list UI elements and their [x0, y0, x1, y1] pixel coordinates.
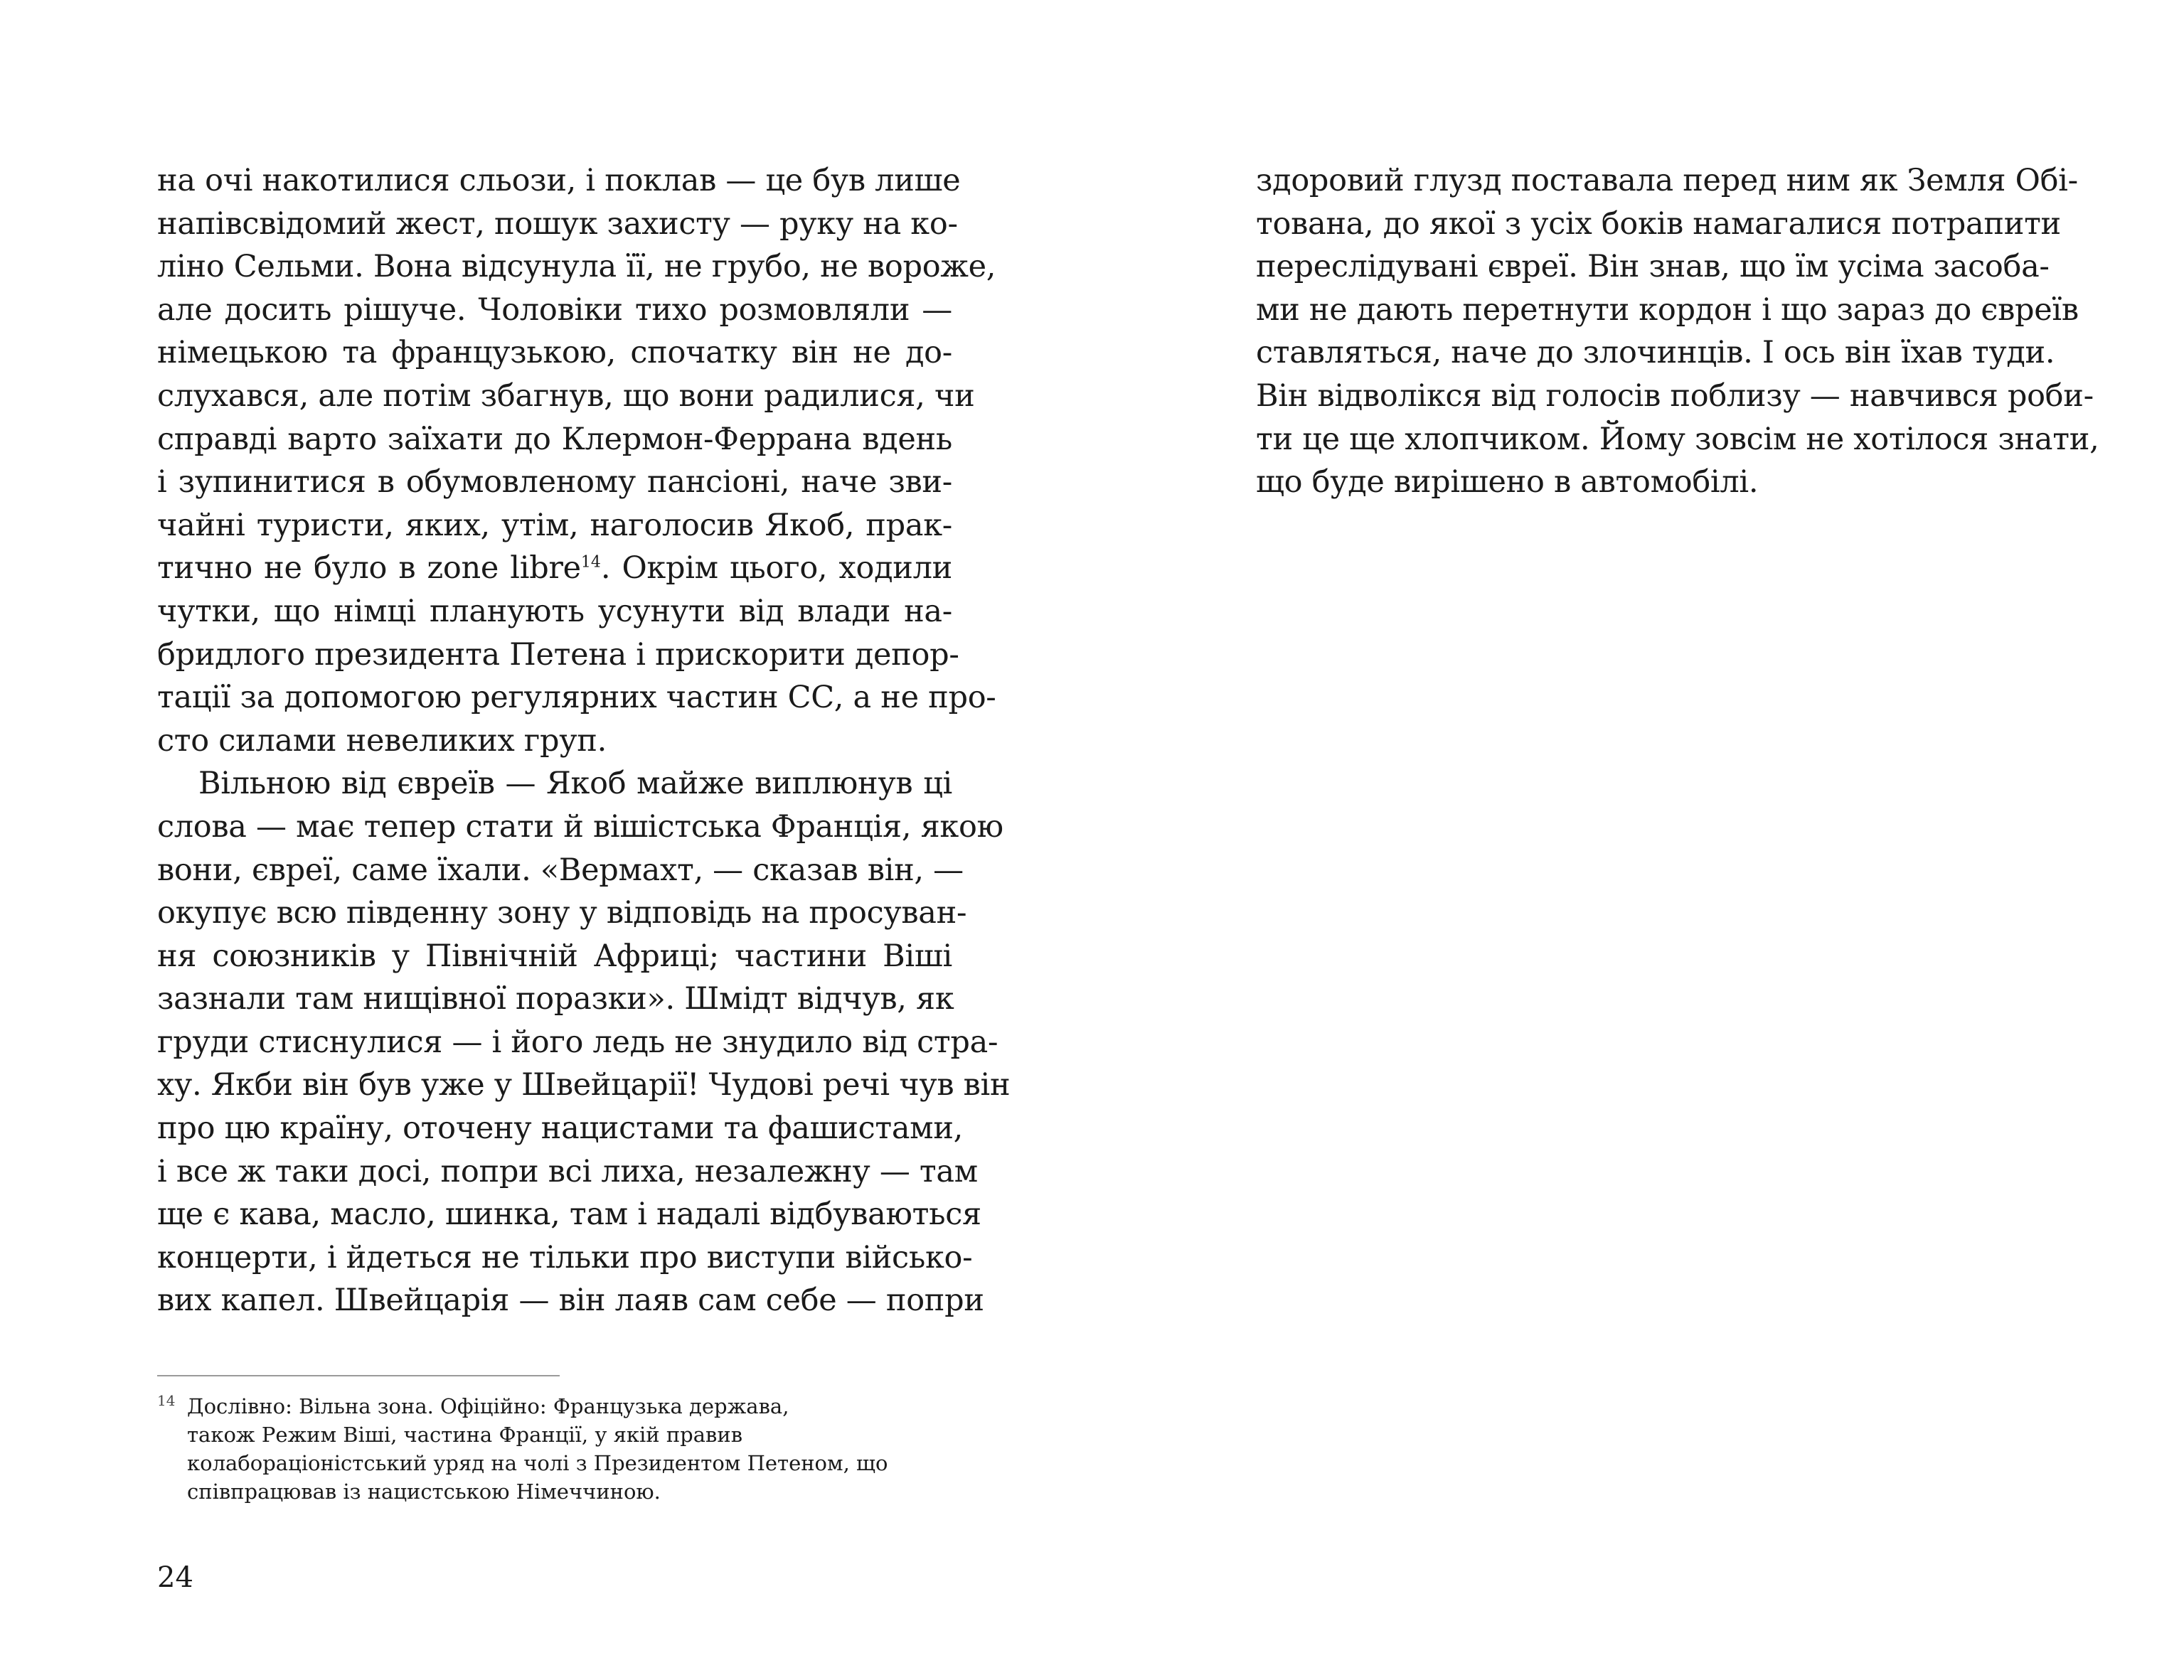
text-line: ху. Якби він був уже у Швейцарії! Чудові речі чув він: [157, 1067, 1011, 1103]
text-line: тована, до якої з усіх боків намагалися потрапити: [1256, 205, 2061, 242]
footnote-number: 14: [157, 1392, 176, 1409]
text-fragment: . Окрім цього, ходили: [600, 550, 952, 587]
text-line: окупує всю південну зону у відповідь на просуван-: [157, 895, 967, 931]
text-line: тації за допомогою регулярних частин СС, а не про-: [157, 680, 996, 716]
text-line: переслідувані євреї. Він знав, що їм усіма засоба-: [1256, 249, 2050, 285]
right-page-body-text: [1256, 159, 2099, 504]
text-line: чайні туристи, яких, утім, наголосив Якоб, прак-: [157, 507, 952, 543]
text-line: ще є кава, масло, шинка, там і надалі відбуваються: [157, 1197, 981, 1233]
text-line: бридлого президента Петена і прискорити депор-: [157, 636, 959, 673]
footnote-line: також Режим Віші, частина Франції, у якій правив: [187, 1423, 743, 1447]
paragraph-first-line: Вільною від євреїв — Якоб майже виплюнув ці: [198, 766, 952, 802]
text-line: слухався, але потім збагнув, що вони радилися, чи: [157, 378, 975, 414]
text-line: вони, євреї, саме їхали. «Вермахт, — сказав він, —: [157, 852, 964, 888]
left-page-body-text: [157, 159, 1011, 1322]
text-line: ми не дають перетнути кордон і що зараз до євреїв: [1256, 291, 2079, 328]
text-line: німецькою та французькою, спочатку він не до-: [157, 335, 952, 371]
footnote-line: співпрацював із нацистською Німеччиною.: [187, 1480, 661, 1504]
footnote-line: Дослівно: Вільна зона. Офіційно: Французька держава,: [187, 1394, 789, 1418]
text-line: що буде вирішено в автомобілі.: [1256, 464, 1759, 501]
text-line: ставляться, наче до злочинців. І ось він їхав туди.: [1256, 335, 2055, 371]
text-fragment: тично не було в zone libre: [157, 550, 581, 587]
footnote-line: колабораціоністський уряд на чолі з Президентом Петеном, що: [187, 1451, 888, 1475]
text-line: вих капел. Швейцарія — він лаяв сам себе — попри: [157, 1283, 984, 1319]
text-line: концерти, і йдеться не тільки про виступи військо-: [157, 1239, 973, 1275]
text-line: і все ж таки досі, попри всі лиха, незалежну — там: [157, 1153, 978, 1189]
text-line: груди стиснулися — і його ледь не знудило від стра-: [157, 1024, 998, 1060]
text-line: ти це ще хлопчиком. Йому зовсім не хотілося знати,: [1256, 421, 2099, 457]
text-line: ліно Сельми. Вона відсунула її, не грубо, не вороже,: [157, 249, 996, 285]
text-line: слова — має тепер стати й вішістська Франція, якою: [157, 808, 1003, 845]
text-line: справді варто заїхати до Клермон-Феррана вдень: [157, 421, 952, 457]
text-line: на очі накотилися сльози, і поклав — це був лише: [157, 163, 961, 198]
text-line-with-footnote-ref: [157, 547, 952, 590]
text-line: чутки, що німці планують усунути від влади на-: [157, 593, 952, 629]
text-line: напівсвідомий жест, пошук захисту — руку на ко-: [157, 205, 958, 242]
text-line: Він відволікся від голосів поблизу — навчився роби-: [1256, 378, 2094, 414]
footnote-reference[interactable]: 14: [580, 554, 601, 572]
footnote-divider: [157, 1375, 560, 1376]
text-line: зазнали там нищівної поразки». Шмідт відчув, як: [157, 981, 954, 1017]
text-line: сто силами невеликих груп.: [157, 722, 607, 759]
text-line: про цю країну, оточену нацистами та фашистами,: [157, 1111, 964, 1147]
text-line: здоровий глузд поставала перед ним як Земля Обі-: [1256, 163, 2078, 198]
page-number: 24: [157, 1561, 193, 1594]
text-line: і зупинитися в обумовленому пансіоні, наче зви-: [157, 464, 952, 501]
text-line: але досить рішуче. Чоловіки тихо розмовляли —: [157, 291, 952, 328]
footnote: [157, 1392, 961, 1506]
text-line: ня союзників у Північній Африці; частини Віші: [157, 938, 952, 974]
right-page: [1092, 0, 2184, 1680]
